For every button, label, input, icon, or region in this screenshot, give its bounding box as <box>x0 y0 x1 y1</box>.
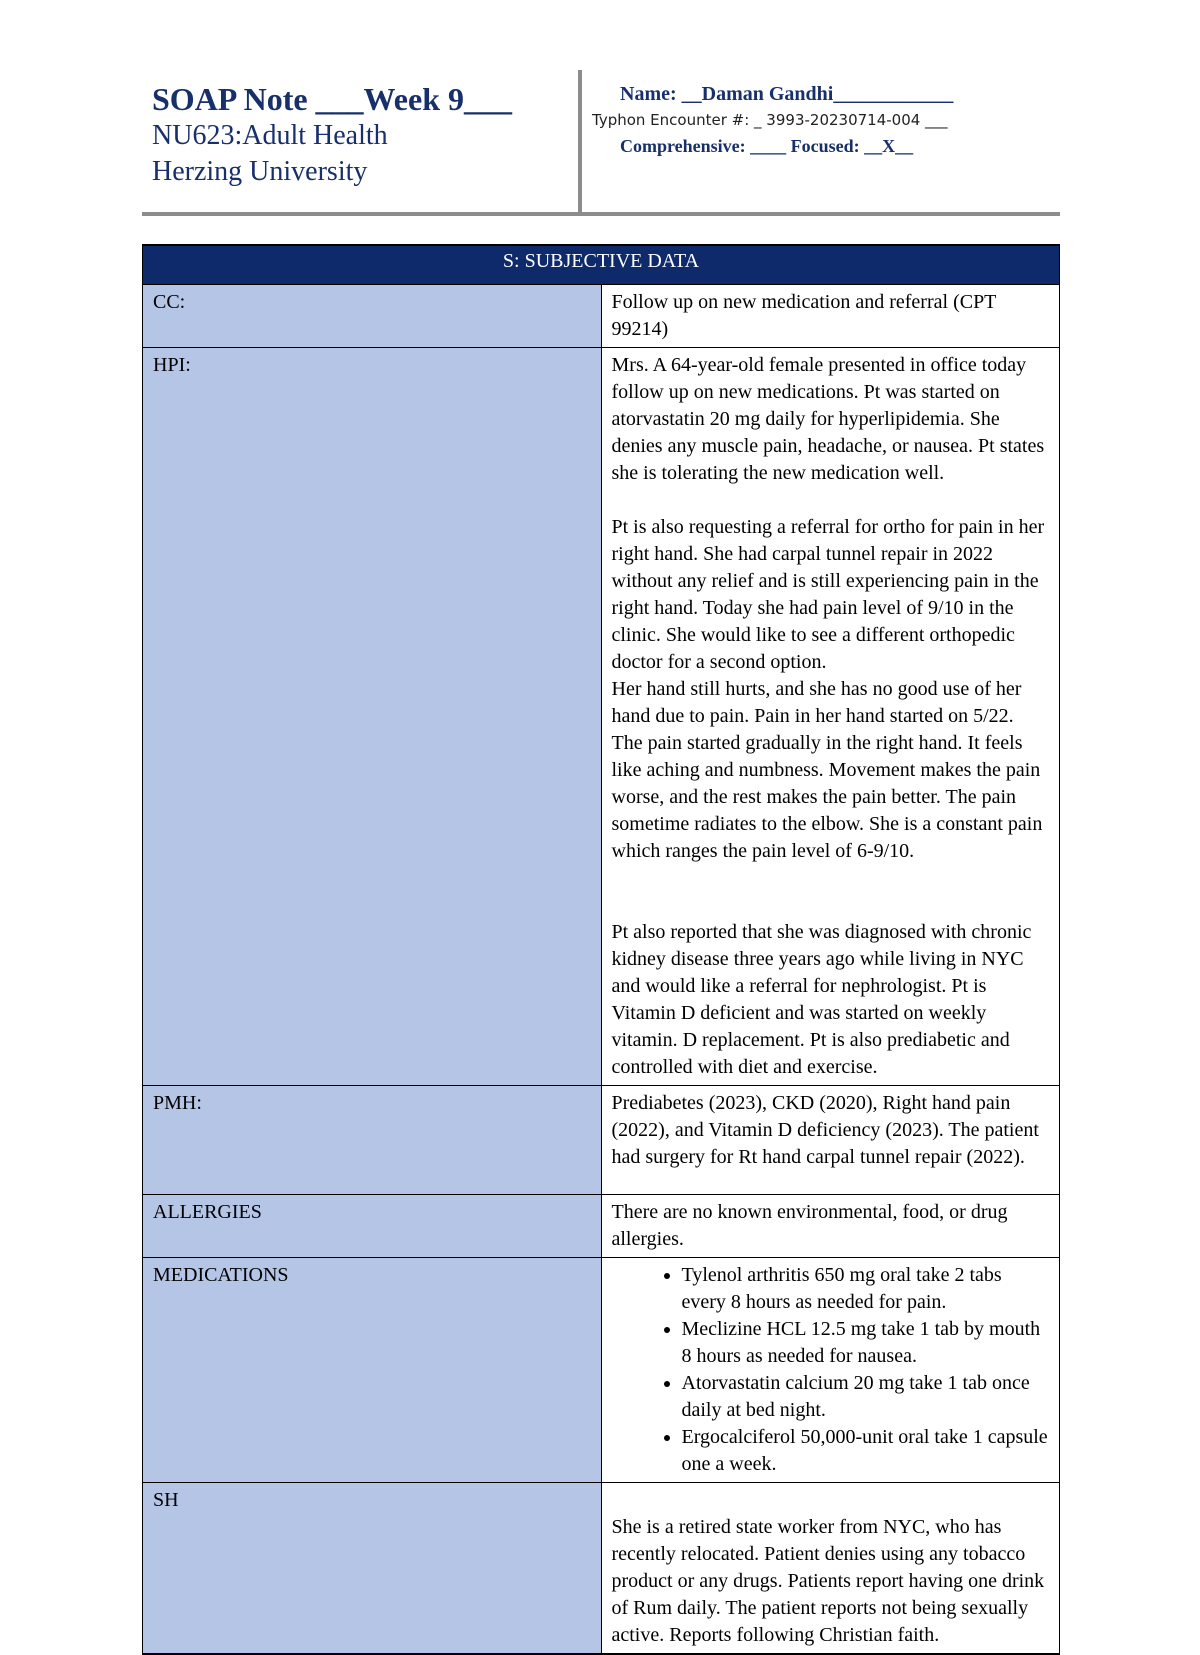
medication-item: • Atorvastatin calcium 20 mg take 1 tab once daily at bed night. <box>682 1370 1050 1424</box>
typhon-encounter: Typhon Encounter #: _ 3993-20230714-004 ___ <box>592 111 948 129</box>
hpi-content <box>601 348 1060 1086</box>
allergies-label: ALLERGIES <box>143 1195 602 1258</box>
medications-content <box>601 1258 1060 1483</box>
sh-label: SH <box>143 1483 602 1655</box>
pmh-label: PMH: <box>143 1086 602 1195</box>
table-row-allergies <box>143 1195 1060 1258</box>
sh-content <box>601 1483 1060 1655</box>
header-vertical-divider <box>578 70 582 216</box>
allergies-text: There are no known environmental, food, or drug allergies. <box>601 1195 1060 1258</box>
header-left <box>152 80 572 190</box>
school-name: Herzing University <box>152 156 368 187</box>
pmh-text: Prediabetes (2023), CKD (2020), Right hand pain (2022), and Vitamin D deficiency (2023). The patient had surgery for Rt hand carpal tunnel repair (2022). <box>601 1086 1060 1195</box>
hpi-label: HPI: <box>143 348 602 1086</box>
course-name: NU623:Adult Health <box>152 120 388 151</box>
table-row-medications <box>143 1258 1060 1483</box>
medication-item: • Meclizine HCL 12.5 mg take 1 tab by mouth 8 hours as needed for nausea. <box>682 1316 1050 1370</box>
document-title: SOAP Note ___Week 9___ <box>152 81 512 117</box>
cc-label: CC: <box>143 285 602 348</box>
table-row-cc <box>143 285 1060 348</box>
header-right <box>592 80 1052 160</box>
medication-list <box>612 1262 1050 1478</box>
hpi-paragraph: Pt is also requesting a referral for ortho for pain in her right hand. She had carpal tunnel repair in 2022 without any relief and is still experiencing pain in the right hand. Today she had pain level of 9/10 in the clinic. She would like to see a different orthopedic doctor for a second option. <box>611 516 1045 673</box>
note-type: Comprehensive: ____ Focused: __X__ <box>620 136 914 156</box>
table-row-pmh <box>143 1086 1060 1195</box>
document-header <box>142 70 1060 216</box>
hpi-paragraph: Her hand still hurts, and she has no good use of her hand due to pain. Pain in her hand started on 5/22. The pain started gradually in the right hand. It feels like aching and numbness. Movement makes the pain worse, and the rest makes the pain better. The pain sometime radiates to the elbow. She is a constant pain which ranges the pain level of 6-9/10. <box>611 678 1043 862</box>
medication-item: • Ergocalciferol 50,000-unit oral take 1 capsule one a week. <box>682 1424 1050 1478</box>
medications-label: MEDICATIONS <box>143 1258 602 1483</box>
cc-text: Follow up on new medication and referral (CPT 99214) <box>601 285 1060 348</box>
table-row-hpi <box>143 348 1060 1086</box>
hpi-paragraph: Mrs. A 64-year-old female presented in office today follow up on new medications. Pt was started on atorvastatin 20 mg daily for hyperlipidemia. She denies any muscle pain, headache, or nausea. Pt states she is tolerating the new medication well. <box>611 354 1045 484</box>
medication-item: • Tylenol arthritis 650 mg oral take 2 tabs every 8 hours as needed for pain. <box>682 1262 1050 1316</box>
subjective-data-table <box>142 244 1060 1655</box>
hpi-paragraph: Pt also reported that she was diagnosed with chronic kidney disease three years ago while living in NYC and would like a referral for nephrologist. Pt is Vitamin D deficient and was started on weekly vitamin. D replacement. Pt is also prediabetic and controlled with diet and exercise. <box>611 921 1032 1078</box>
sh-text: She is a retired state worker from NYC, who has recently relocated. Patient denies using any tobacco product or any drugs. Patients report having one drink of Rum daily. The patient reports not being sexually active. Reports following Christian faith. <box>611 1516 1045 1646</box>
student-name: Name: __Daman Gandhi____________ <box>620 83 954 105</box>
section-title: S: SUBJECTIVE DATA <box>143 245 1060 285</box>
header-horizontal-divider <box>142 212 1060 216</box>
table-row-sh <box>143 1483 1060 1655</box>
